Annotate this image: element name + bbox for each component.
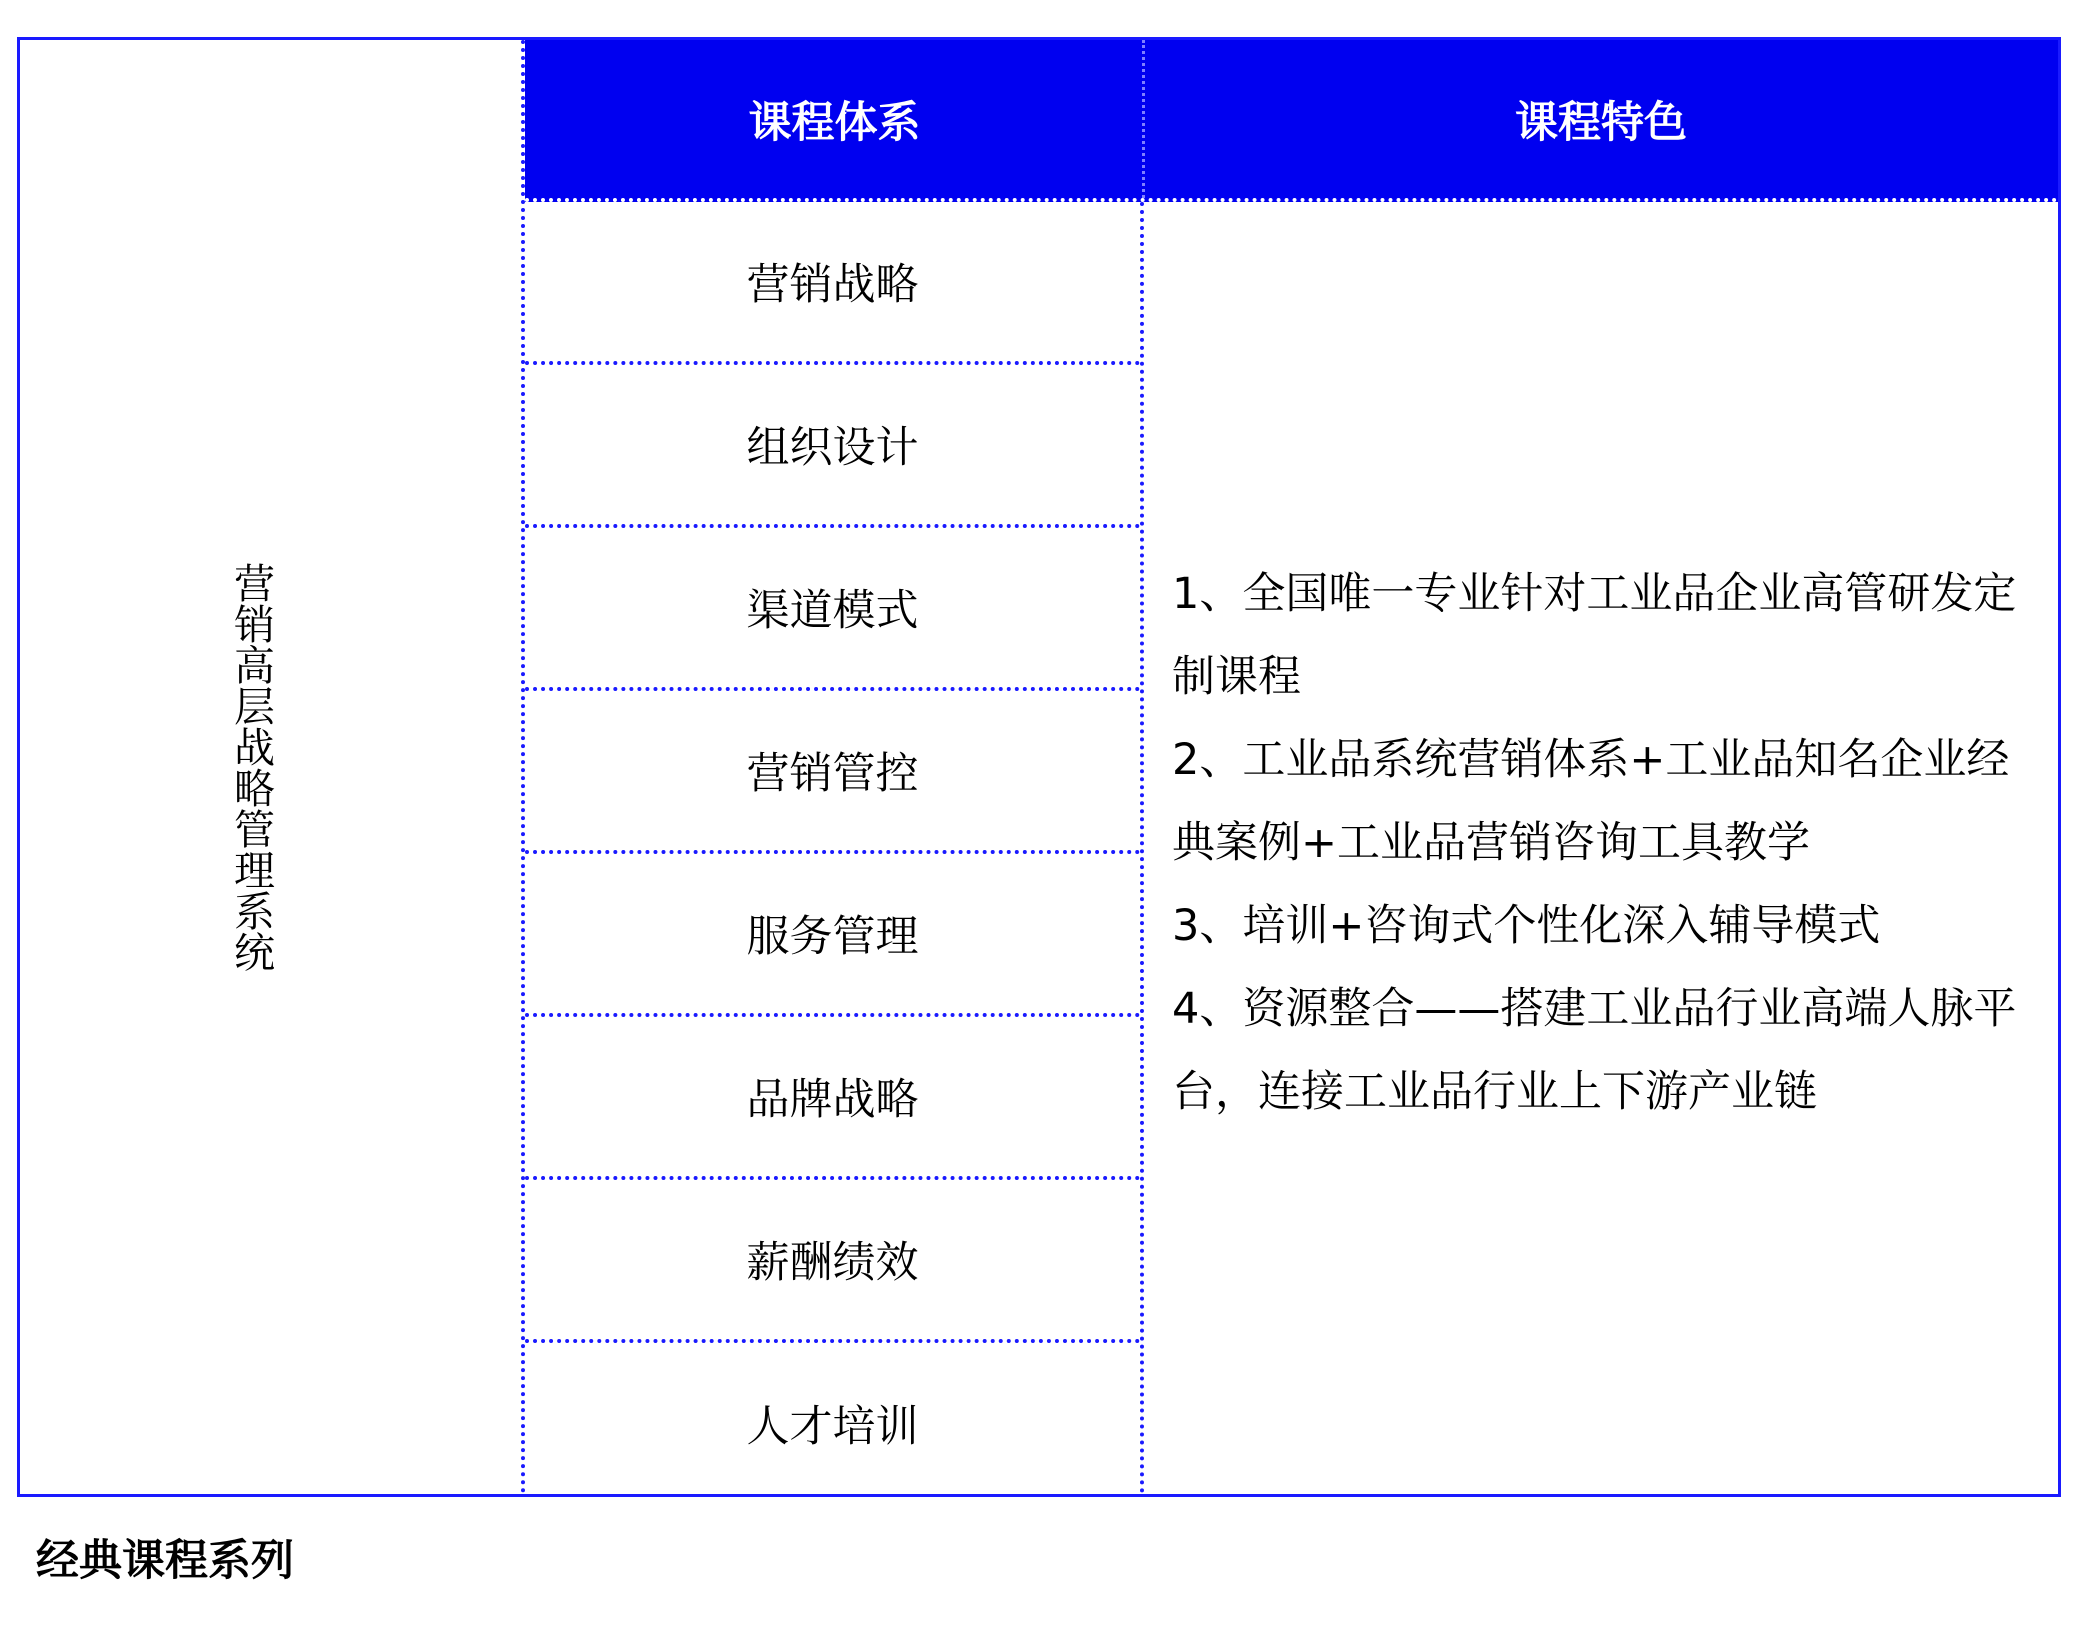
feature-item: 4、资源整合——搭建工业品行业高端人脉平台，连接工业品行业上下游产业链	[1172, 983, 2017, 1117]
table-row: 营销战略	[525, 202, 1140, 365]
table-row: 薪酬绩效	[525, 1180, 1140, 1343]
table-row: 营销管控	[525, 691, 1140, 854]
features-list	[1144, 553, 2058, 1134]
vertical-label-wrapper	[20, 40, 521, 1494]
course-features-column	[1144, 202, 2058, 1494]
table-row: 服务管理	[525, 854, 1140, 1017]
feature-item: 1、全国唯一专业针对工业品企业高管研发定制课程	[1172, 568, 2017, 702]
feature-item: 3、培训+咨询式个性化深入辅导模式	[1172, 900, 1881, 951]
table-header	[525, 40, 2058, 202]
system-name-label: 营销高层战略管理系统	[227, 562, 275, 972]
section-title: 经典课程系列	[36, 1536, 294, 1586]
table-row: 组织设计	[525, 365, 1140, 528]
table-row: 人才培训	[746, 1401, 919, 1452]
header-course-features: 课程特色	[1515, 97, 1687, 148]
course-table	[17, 37, 2061, 1497]
table-row: 品牌战略	[525, 1017, 1140, 1180]
table-left-cell	[20, 40, 525, 1494]
header-course-system: 课程体系	[748, 97, 921, 148]
feature-item: 2、工业品系统营销体系+工业品知名企业经典案例+工业品营销咨询工具教学	[1172, 734, 2010, 868]
course-system-column	[525, 202, 1144, 1494]
table-row: 渠道模式	[525, 528, 1140, 691]
